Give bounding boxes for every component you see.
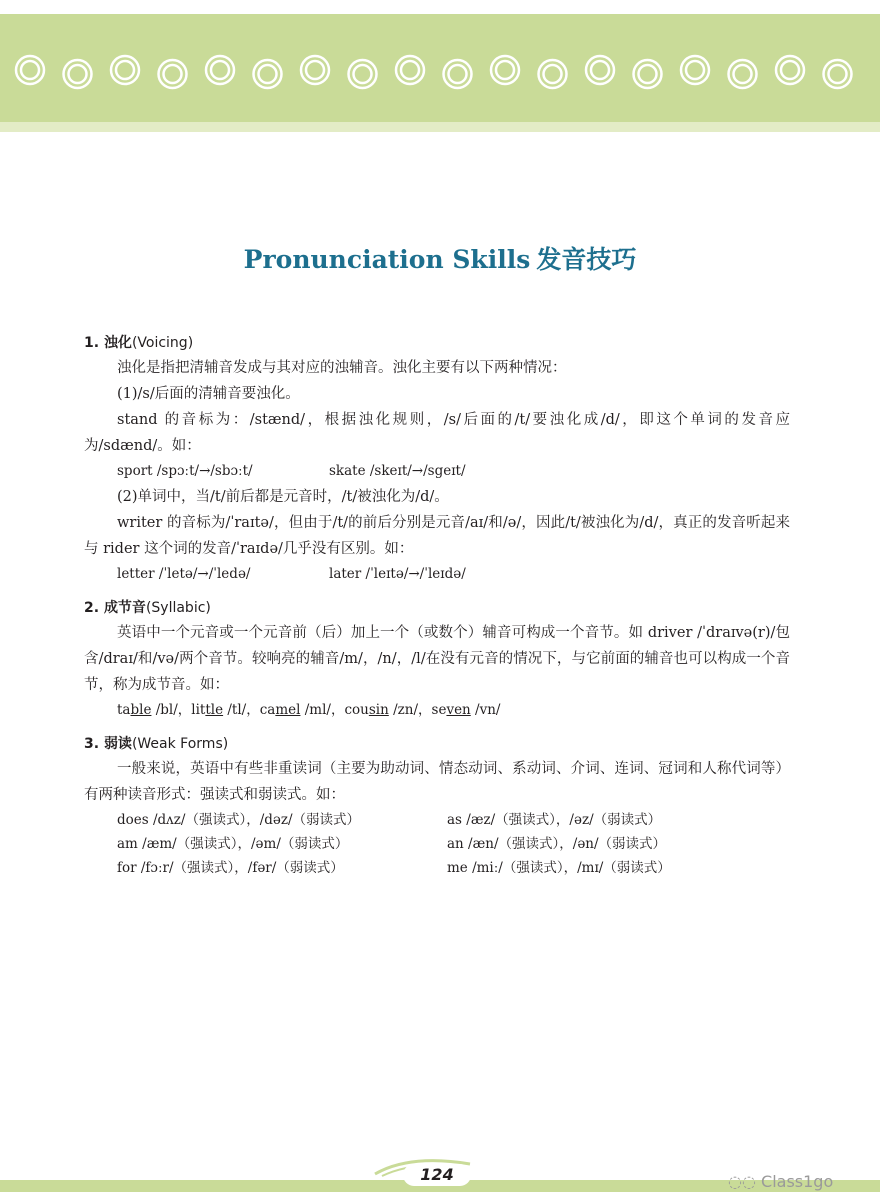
example-row (84, 698, 790, 723)
paragraph: 一般来说，英语中有些非重读词（主要为助动词、情态动词、系动词、介词、连词、冠词和人称代词等）有两种读音形式：强读式和弱读式。如： (84, 761, 790, 803)
ring-icon (824, 60, 852, 88)
example-row: for /fɔːr/（强读式），/fər/（弱读式） me /miː/（强读式），/mɪ/（弱读式） (117, 860, 671, 876)
title-en: Pronunciation Skills (243, 245, 531, 274)
ring-icon-row (0, 0, 880, 130)
ring-icon (729, 60, 757, 88)
example-row: does /dʌz/（强读式），/dəz/（弱读式） as /æz/（强读式），/əz/（弱读式） (117, 812, 662, 828)
ring-icon (301, 56, 329, 84)
ring-icon (396, 56, 424, 84)
section-heading-weak-forms: 3. 弱读(Weak Forms) (84, 736, 229, 752)
paragraph: 英语中一个元音或一个元音前（后）加上一个（或数个）辅音可构成一个音节。如 driver /ˈdraɪvə(r)/包含/draɪ/和/və/两个音节。较响亮的辅音/m/，/n/，/l/在没有元音的情况下，与它前面的辅音也可以构成一个音节，称为成节音。如： (84, 625, 790, 693)
section-heading-syllabic: 2. 成节音(Syllabic) (84, 600, 211, 616)
ring-icon (206, 56, 234, 84)
ring-icon (16, 56, 44, 84)
paragraph: stand 的音标为：/stænd/，根据浊化规则，/s/后面的/t/要浊化成/d/，即这个单词的发音应为/sdænd/。如： (84, 412, 790, 454)
example-row: sport /spɔːt/→/sbɔːt/ skate /skeɪt/→/sgeɪt/ (117, 463, 466, 479)
paragraph: (2)单词中，当/t/前后都是元音时，/t/被浊化为/d/。 (117, 489, 449, 505)
section-heading-voicing: 1. 浊化(Voicing) (84, 335, 194, 351)
ring-icon (254, 60, 282, 88)
wechat-icon: ◌◌ (728, 1172, 762, 1191)
ring-icon (349, 60, 377, 88)
example-row: letter /ˈletə/→/ˈledə/ later /ˈleɪtə/→/ˈleɪdə/ (117, 566, 466, 582)
example-words: table /bl/，little /tl/，camel /ml/，cousin /zn/，seven /vn/ (117, 702, 501, 718)
ring-icon (491, 56, 519, 84)
watermark: ◌◌ Class1go (728, 1172, 834, 1191)
ring-icon (776, 56, 804, 84)
paragraph: writer 的音标为/ˈraɪtə/，但由于/t/的前后分别是元音/aɪ/和/ə/，因此/t/被浊化为/d/，真正的发音听起来与 rider 这个词的发音/ˈraɪdə/几乎没有区别。如： (84, 515, 790, 557)
ring-icon (539, 60, 567, 88)
ring-icon (159, 60, 187, 88)
ring-icon (586, 56, 614, 84)
ring-icon (634, 60, 662, 88)
ring-icon (64, 60, 92, 88)
title-cn: 发音技巧 (536, 245, 637, 274)
paragraph: 浊化是指把清辅音发成与其对应的浊辅音。浊化主要有以下两种情况： (117, 360, 567, 376)
page-title (0, 240, 880, 276)
ring-icon (444, 60, 472, 88)
example-row: am /æm/（强读式），/əm/（弱读式） an /æn/（强读式），/ən/（弱读式） (117, 836, 667, 852)
ring-icon (111, 56, 139, 84)
paragraph: (1)/s/后面的清辅音要浊化。 (117, 386, 300, 402)
page-number: 124 (403, 1164, 471, 1186)
ring-icon (681, 56, 709, 84)
content (84, 322, 790, 880)
